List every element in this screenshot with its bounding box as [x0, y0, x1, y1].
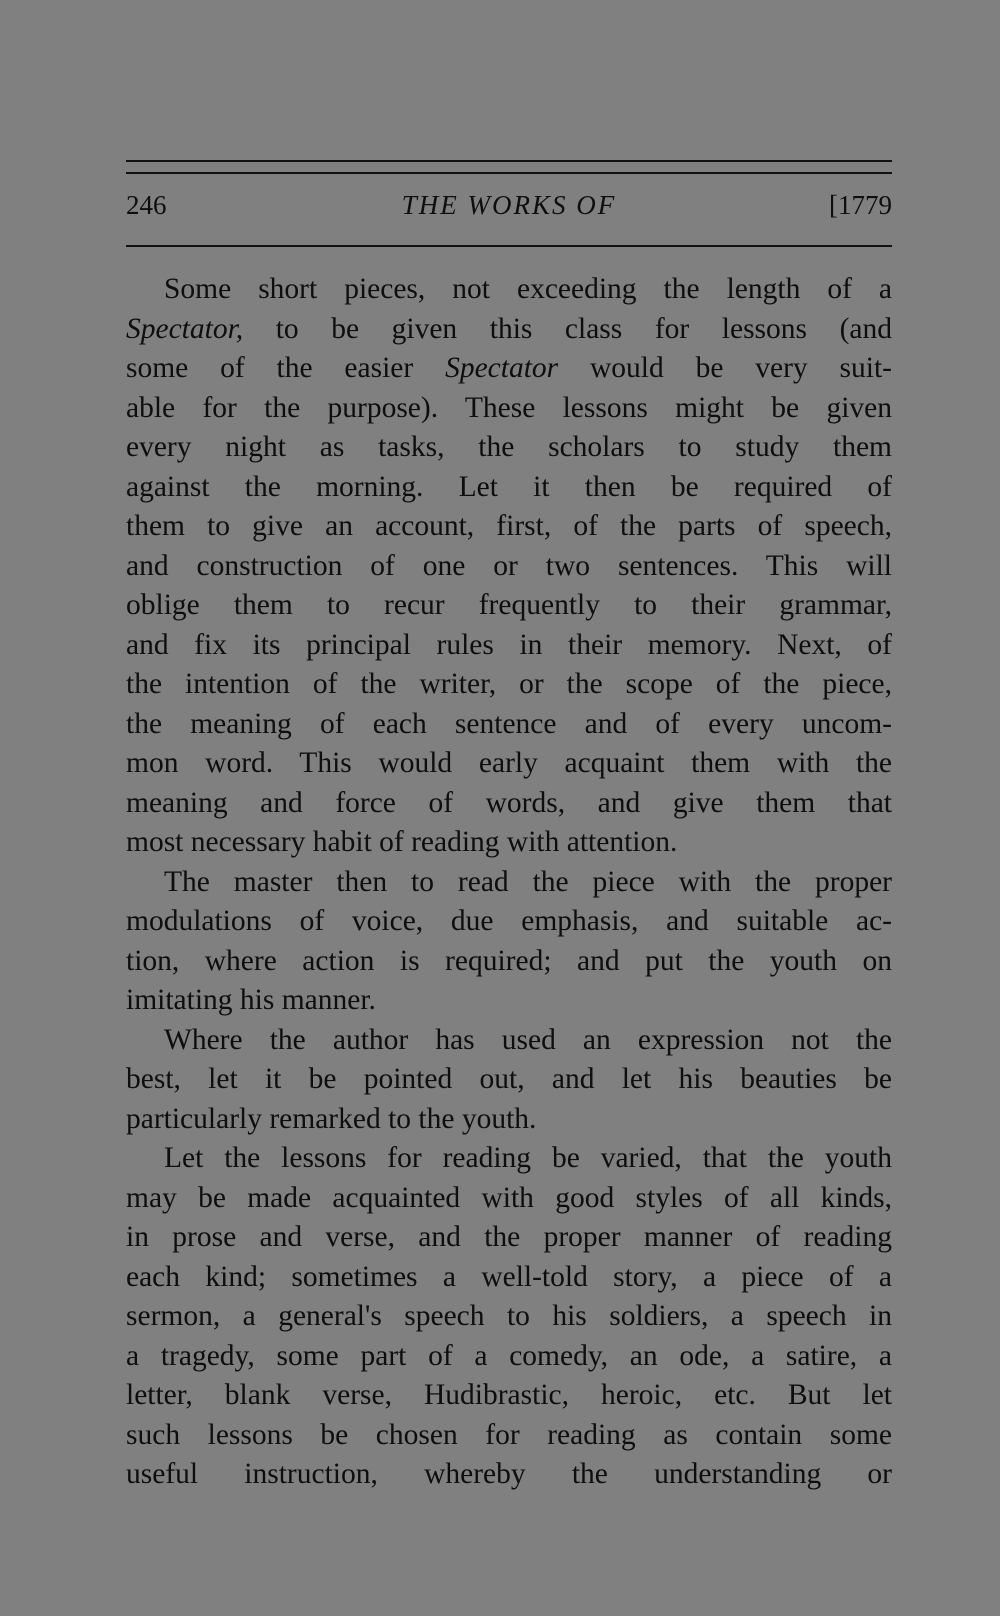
- text-line: the meaning of each sentence and of every uncom-: [126, 707, 892, 740]
- text-line: a tragedy, some part of a comedy, an ode, a satire, a: [126, 1339, 892, 1372]
- text-line: oblige them to recur frequently to their grammar,: [126, 589, 892, 621]
- text-line: [126, 310, 892, 350]
- text-line: such lessons be chosen for reading as contain some: [126, 1418, 892, 1451]
- text-line: Some short pieces, not exceeding the length of a: [164, 273, 892, 305]
- text-line: able for the purpose). These lessons might be given: [126, 391, 892, 424]
- text-line: most necessary habit of reading with attention.: [126, 826, 678, 858]
- header-bottom-rule: [126, 245, 892, 247]
- text-line: useful instruction, whereby the understanding or: [126, 1458, 892, 1490]
- text-line: sermon, a general's speech to his soldiers, a speech in: [126, 1300, 892, 1332]
- text-span: would be very suit-: [558, 352, 892, 384]
- text-span: to be given this class for lessons (and: [243, 312, 892, 345]
- text-line: The master then to read the piece with the proper: [164, 865, 892, 898]
- text-line: letter, blank verse, Hudibrastic, heroic, etc. But let: [126, 1379, 892, 1411]
- italic-text: Spectator: [445, 352, 559, 384]
- text-line: may be made acquainted with good styles of all kinds,: [126, 1181, 892, 1214]
- text-line: the intention of the writer, or the scope of the piece,: [126, 668, 892, 700]
- text-line: tion, where action is required; and put the youth on: [126, 944, 892, 977]
- text-line: against the morning. Let it then be required of: [126, 470, 892, 503]
- text-line: modulations of voice, due emphasis, and suitable ac-: [126, 905, 892, 937]
- header-year: [1779: [829, 190, 892, 220]
- text-line: in prose and verse, and the proper manner of reading: [126, 1221, 892, 1253]
- text-line: and construction of one or two sentences. This will: [126, 549, 892, 582]
- page-number: 246: [126, 190, 167, 220]
- text-line: imitating his manner.: [126, 984, 376, 1016]
- text-line: each kind; sometimes a well-told story, a piece of a: [126, 1260, 892, 1293]
- text-span: some of the easier: [126, 352, 446, 384]
- text-line: them to give an account, first, of the parts of speech,: [126, 510, 892, 542]
- running-header: [126, 190, 892, 226]
- text-line: every night as tasks, the scholars to study them: [126, 431, 892, 463]
- text-line: [126, 349, 892, 389]
- text-line: particularly remarked to the youth.: [126, 1102, 537, 1135]
- text-line: and fix its principal rules in their memory. Next, of: [126, 628, 892, 661]
- header-second-rule: [126, 172, 892, 174]
- running-title: THE WORKS OF: [401, 190, 617, 220]
- text-line: best, let it be pointed out, and let his beauties be: [126, 1063, 892, 1095]
- body-text: [126, 270, 892, 1495]
- text-line: Where the author has used an expression not the: [164, 1023, 892, 1056]
- header-top-rule: [126, 160, 892, 162]
- italic-text: Spectator,: [126, 312, 244, 345]
- text-line: mon word. This would early acquaint them with the: [126, 747, 892, 779]
- text-line: Let the lessons for reading be varied, that the youth: [164, 1142, 892, 1174]
- text-line: meaning and force of words, and give them that: [126, 786, 892, 819]
